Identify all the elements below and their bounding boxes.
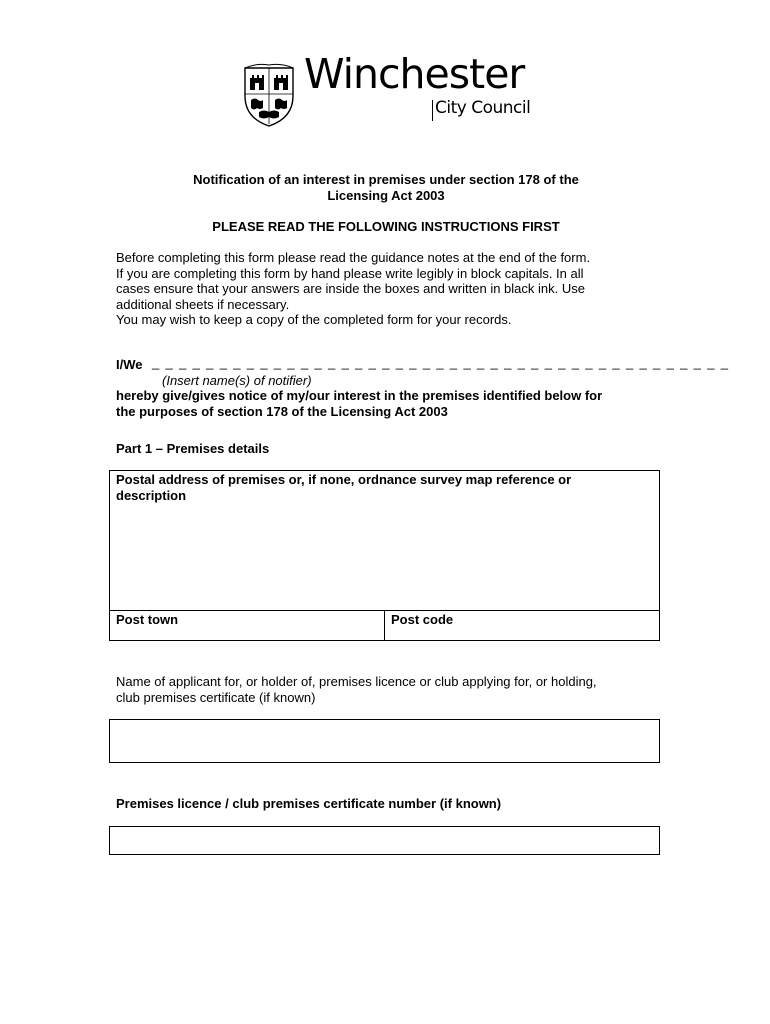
part1-heading: Part 1 – Premises details <box>116 441 270 456</box>
intro-line: additional sheets if necessary. <box>116 296 290 312</box>
premises-address-label-line2: description <box>116 488 187 503</box>
notifier-label: I/We <box>116 357 143 372</box>
premises-address-label-line1: Postal address of premises or, if none, ordnance survey map reference or <box>116 472 572 487</box>
post-fields-divider <box>384 610 385 641</box>
licence-number-label: Premises licence / club premises certificate number (if known) <box>116 796 502 811</box>
post-code-label: Post code <box>391 612 454 627</box>
applicant-name-field[interactable] <box>109 719 660 763</box>
intro-line: If you are completing this form by hand please write legibly in block capitals. In all <box>116 265 584 281</box>
notifier-name-field[interactable]: _ _ _ _ _ _ _ _ _ _ _ _ _ _ _ _ _ _ _ _ _ _ _ _ _ _ _ _ _ _ _ _ _ _ _ _ _ _ _ _ _ _ _ <box>152 355 730 370</box>
notifier-hint: (Insert name(s) of notifier) <box>162 373 312 388</box>
intro-line: cases ensure that your answers are inside the boxes and written in black ink. Use <box>116 281 585 297</box>
coat-of-arms-icon <box>242 62 296 128</box>
logo-wordmark: Winchester <box>304 50 525 98</box>
form-title <box>116 172 656 204</box>
post-town-label: Post town <box>116 612 179 627</box>
notice-statement <box>116 388 666 420</box>
premises-address-label <box>116 472 656 504</box>
instructions-heading: PLEASE READ THE FOLLOWING INSTRUCTIONS FIRST <box>212 219 560 234</box>
applicant-label <box>116 674 661 705</box>
applicant-label-line1: Name of applicant for, or holder of, premises licence or club applying for, or holding, <box>116 674 597 689</box>
applicant-label-line2: club premises certificate (if known) <box>116 689 316 705</box>
intro-line: You may wish to keep a copy of the completed form for your records. <box>116 312 512 328</box>
logo-divider <box>432 100 433 121</box>
notice-statement-line2: the purposes of section 178 of the Licensing Act 2003 <box>116 404 448 419</box>
intro-text <box>116 250 661 328</box>
notice-statement-line1: hereby give/gives notice of my/our interest in the premises identified below for <box>116 388 603 403</box>
form-title-line2: Licensing Act 2003 <box>327 188 445 203</box>
form-title-line1: Notification of an interest in premises under section 178 of the <box>193 172 579 187</box>
licence-number-field[interactable] <box>109 826 660 855</box>
council-logo <box>242 50 552 128</box>
logo-subtitle: City Council <box>435 98 531 118</box>
intro-line: Before completing this form please read the guidance notes at the end of the form. <box>116 250 591 265</box>
